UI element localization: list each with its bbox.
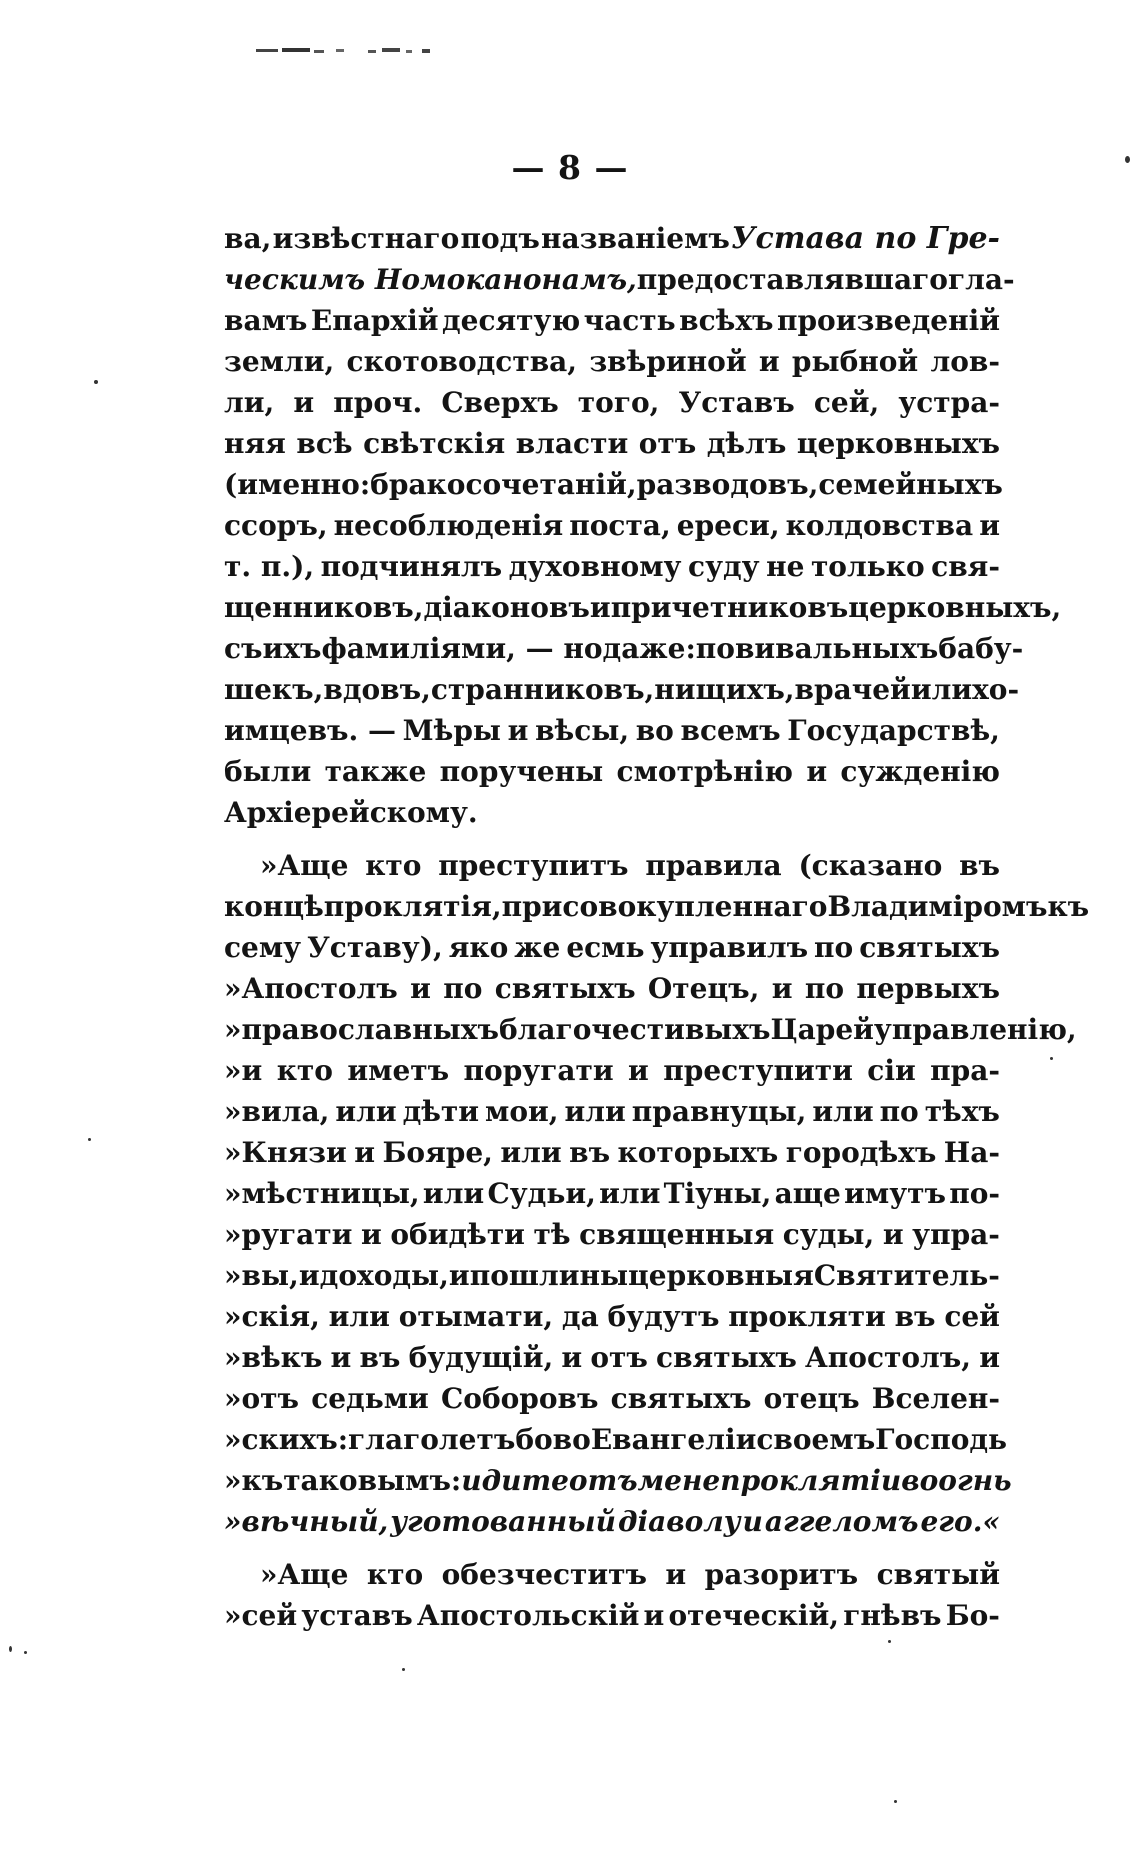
word: діаконовъ [423, 591, 590, 624]
word: и [410, 972, 431, 1005]
word: Апостолъ, [804, 1341, 972, 1374]
word: Владиміромъ [827, 890, 1048, 923]
word: »скихъ: [224, 1423, 349, 1456]
text-line [224, 1132, 1000, 1173]
word: свя- [931, 550, 1000, 583]
word: кто [365, 849, 422, 882]
word: только [810, 550, 925, 583]
word: или [422, 1177, 485, 1210]
word: концѣ [224, 890, 324, 923]
word: священныя [579, 1218, 775, 1251]
text-line [224, 1378, 1000, 1419]
word: тѣхъ [924, 1095, 1000, 1128]
word: устра- [898, 386, 1000, 419]
word: поручены [439, 755, 604, 788]
text-line [224, 628, 1024, 669]
word: часть [583, 304, 676, 337]
word: семейныхъ [818, 468, 1003, 501]
word: »вы, [224, 1259, 299, 1292]
word: Судьи, [487, 1177, 596, 1210]
word: доходы, [319, 1259, 449, 1292]
word: въ [959, 849, 1000, 882]
word: и [507, 714, 529, 747]
word: Устава по Гре- [731, 221, 1000, 256]
word: въ [569, 1136, 611, 1169]
word: діаволу [617, 1505, 741, 1538]
word: обезчеститъ [441, 1558, 647, 1591]
word: къ [1047, 890, 1090, 923]
text-line [224, 845, 1000, 886]
word: по [814, 931, 854, 964]
word: по [879, 1095, 919, 1128]
scan-speck [894, 1800, 897, 1803]
text-line [224, 886, 1090, 927]
word: ссоръ, [224, 509, 328, 542]
text-line [224, 1255, 1000, 1296]
word: во [552, 1423, 591, 1456]
word: духовному [508, 550, 682, 583]
word: гла- [947, 263, 1015, 296]
word: отеческій, [668, 1599, 840, 1632]
word: ва, [224, 222, 272, 255]
word: »Аще [260, 1558, 349, 1591]
word: своемъ [756, 1423, 876, 1456]
word: и [354, 1136, 376, 1169]
word: и [882, 1218, 904, 1251]
word: лов- [930, 345, 1000, 378]
word: ческимъ Номоканонамъ, [224, 263, 637, 296]
word: ли, [224, 386, 275, 419]
text-line [224, 1554, 1000, 1595]
word: того, [577, 386, 660, 419]
word: вамъ [224, 304, 308, 337]
word: управилъ [650, 931, 809, 964]
scan-speck [1125, 156, 1130, 163]
word: поста, [569, 509, 671, 542]
word: Апостольскій [416, 1599, 640, 1632]
word: нищихъ, [654, 673, 795, 706]
word: »вѣкъ [224, 1341, 323, 1374]
word: ихъ [262, 632, 322, 665]
word: обидѣти [390, 1218, 525, 1251]
text-line [224, 1501, 1000, 1542]
word: Вселен- [871, 1382, 1000, 1415]
word: управленію, [873, 1013, 1077, 1046]
word: есмь [566, 931, 645, 964]
word: прокляти [728, 1300, 886, 1333]
word: и [979, 509, 1000, 542]
word: церковныхъ, [848, 591, 1062, 624]
word: были [224, 755, 312, 788]
word: и [330, 1341, 352, 1374]
word: дѣти [402, 1095, 480, 1128]
word: и [771, 972, 793, 1005]
word: Господь [875, 1423, 1008, 1456]
word: Бо- [945, 1599, 1000, 1632]
word: Святитель- [813, 1259, 1000, 1292]
word: »вила, [224, 1095, 330, 1128]
word: преступити [663, 1054, 853, 1087]
word: по [804, 972, 844, 1005]
word: колдовства [785, 509, 974, 542]
word: даже: [602, 632, 696, 665]
text-line [224, 1009, 1077, 1050]
text-line [224, 382, 1000, 423]
word: т. п.), [224, 550, 315, 583]
word: фамиліями, — но [321, 632, 603, 665]
word: и [448, 1259, 470, 1292]
word: преступитъ [438, 849, 629, 882]
scan-speck [24, 1651, 27, 1654]
word: »православныхъ [224, 1013, 499, 1046]
word: поругати [463, 1054, 614, 1087]
word: скотоводства, [346, 345, 578, 378]
word: названіемъ [541, 222, 730, 255]
word: иметъ [347, 1054, 450, 1087]
word: На- [943, 1136, 1000, 1169]
word: подчинялъ [320, 550, 503, 583]
word: съ [224, 632, 263, 665]
word: свѣтскія [363, 427, 506, 460]
word: аще [774, 1177, 841, 1210]
text-line [224, 218, 1000, 259]
word: извѣстнаго [272, 222, 460, 255]
word: будущій, [408, 1341, 554, 1374]
word: святыхъ [859, 931, 1000, 964]
text-line [224, 423, 1000, 464]
word: подъ [460, 222, 540, 255]
text-line [224, 464, 1003, 505]
word: во [901, 1464, 939, 1497]
word: Государствѣ, [787, 714, 1000, 747]
word: присовокупленнаго [501, 890, 828, 923]
word: святый [876, 1558, 1000, 1591]
word: десятую [441, 304, 581, 337]
word: Архіерейскому. [224, 796, 478, 829]
word: мои, [485, 1095, 559, 1128]
word: причетниковъ [610, 591, 849, 624]
word: отъ [638, 427, 697, 460]
word: суду [688, 550, 760, 583]
word: отымати, [398, 1300, 554, 1333]
word: странниковъ, [430, 673, 655, 706]
text-line [224, 792, 1000, 833]
word: яко [448, 931, 509, 964]
word: уготованный [390, 1505, 616, 1538]
word: во [635, 714, 674, 747]
text-line [224, 710, 1000, 751]
paragraph-gap [224, 1542, 1000, 1554]
word: смотрѣнію [616, 755, 794, 788]
word: проклятіи [720, 1464, 902, 1497]
word: городѣхъ [785, 1136, 937, 1169]
word: пошлины [469, 1259, 629, 1292]
word: проклятія, [323, 890, 502, 923]
word: или [328, 1300, 390, 1333]
word: благочестивыхъ [498, 1013, 771, 1046]
word: произведеній [776, 304, 1000, 337]
word: предоставлявшаго [636, 263, 948, 296]
word: Тіуны, [663, 1177, 772, 1210]
word: въ [894, 1300, 936, 1333]
text-line [224, 1091, 1000, 1132]
word: власти [515, 427, 629, 460]
paragraph-gap [224, 833, 1000, 845]
text-line [224, 1214, 1000, 1255]
word: огнь [938, 1464, 1012, 1497]
word: лихо- [931, 673, 1020, 706]
text-line [224, 1173, 1000, 1214]
word: »Апостолъ [224, 972, 398, 1005]
word: гнѣвъ [843, 1599, 942, 1632]
word: »вѣчный, [224, 1505, 389, 1538]
word: Сверхъ [441, 386, 559, 419]
word: »Князи [224, 1136, 347, 1169]
word: церковныя [628, 1259, 814, 1292]
word: няя [224, 427, 286, 460]
scan-speck [9, 1646, 12, 1652]
word: Бояре, [382, 1136, 493, 1169]
word: земли, [224, 345, 335, 378]
text-line [224, 1337, 1000, 1378]
word: седьми [311, 1382, 429, 1415]
word: отъ [568, 1464, 638, 1497]
word: и [643, 1599, 665, 1632]
word: рыбной [791, 345, 919, 378]
word: и [628, 1054, 649, 1087]
word: и [758, 345, 780, 378]
word: Отецъ, [647, 972, 760, 1005]
word: всѣхъ [679, 304, 774, 337]
word: святыхъ [494, 972, 636, 1005]
text-line [224, 1296, 1000, 1337]
word: и [979, 1341, 1000, 1374]
word: отецъ [763, 1382, 860, 1415]
word: разводовъ, [636, 468, 819, 501]
body-text [224, 218, 1090, 1636]
word: бо [515, 1423, 553, 1456]
word: правила [645, 849, 782, 882]
word: врачей [794, 673, 911, 706]
word: и [293, 386, 315, 419]
text-line [224, 1595, 1000, 1636]
word: разоритъ [704, 1558, 859, 1591]
word: сужденію [840, 755, 1000, 788]
word: сей [944, 1300, 1000, 1333]
word: святыхъ [656, 1341, 797, 1374]
word: »сей [224, 1599, 298, 1632]
word: повивальныхъ [695, 632, 939, 665]
word: Мѣры [402, 714, 501, 747]
word: или [564, 1095, 626, 1128]
word: въ [359, 1341, 401, 1374]
word: по [443, 972, 483, 1005]
word: суды, [782, 1218, 875, 1251]
word: его.« [920, 1505, 1000, 1538]
word: бракосочетаній, [370, 468, 637, 501]
word: сему [224, 931, 302, 964]
text-line [224, 505, 1000, 546]
word: кто [276, 1054, 333, 1087]
word: и [589, 591, 611, 624]
word: »отъ [224, 1382, 300, 1415]
word: Уставу), [307, 931, 443, 964]
word: и [361, 1218, 382, 1251]
word: Евангеліи [590, 1423, 757, 1456]
word: или [599, 1177, 661, 1210]
word: глаголетъ [348, 1423, 516, 1456]
scan-speck [88, 1138, 91, 1141]
word: шекъ, [224, 673, 324, 706]
word: таковымъ: [283, 1464, 462, 1497]
word: церковныхъ [796, 427, 1000, 460]
scan-speck [1050, 1057, 1053, 1060]
word: святыхъ [610, 1382, 752, 1415]
word: или [500, 1136, 562, 1169]
word: и [910, 673, 932, 706]
word: щенниковъ, [224, 591, 424, 624]
word: тѣ [533, 1218, 571, 1251]
text-line [224, 927, 1000, 968]
word: ереси, [676, 509, 780, 542]
word: также [324, 755, 427, 788]
word: по- [949, 1177, 1000, 1210]
word: Уставъ [678, 386, 795, 419]
word: и [806, 755, 828, 788]
scan-speck [402, 1668, 405, 1671]
word: бабу- [938, 632, 1024, 665]
word: »скія, [224, 1300, 320, 1333]
word: (именно: [224, 468, 371, 501]
scan-smudge [256, 44, 466, 58]
word: будутъ [607, 1300, 720, 1333]
text-line [224, 546, 1000, 587]
word: имутъ [844, 1177, 946, 1210]
word: и [561, 1341, 583, 1374]
word: »мѣстницы, [224, 1177, 420, 1210]
word: не [766, 550, 805, 583]
word: сей, [813, 386, 880, 419]
text-line [224, 341, 1000, 382]
word: (сказано [798, 849, 943, 882]
word: вдовъ, [323, 673, 431, 706]
word: мене [637, 1464, 721, 1497]
word: всѣ [296, 427, 353, 460]
word: упра- [912, 1218, 1000, 1251]
text-line [224, 751, 1000, 792]
word: Епархій [310, 304, 439, 337]
word: и [298, 1259, 320, 1292]
text-line [224, 587, 1062, 628]
text-line [224, 1419, 1008, 1460]
scan-speck [888, 1640, 891, 1643]
text-line [224, 1050, 1000, 1091]
word: которыхъ [617, 1136, 779, 1169]
word: всемъ [680, 714, 781, 747]
word: уставъ [301, 1599, 413, 1632]
word: »ругати [224, 1218, 353, 1251]
word: аггеломъ [764, 1505, 919, 1538]
text-line [224, 1460, 1012, 1501]
word: и [665, 1558, 687, 1591]
word: »и [224, 1054, 263, 1087]
scan-speck [94, 380, 98, 384]
word: кто [366, 1558, 424, 1591]
word: отъ [590, 1341, 648, 1374]
page-number: — 8 — [511, 148, 629, 187]
word: сіи [867, 1054, 916, 1087]
word: дѣлъ [706, 427, 787, 460]
word: да [561, 1300, 599, 1333]
word: и [742, 1505, 763, 1538]
word: или [335, 1095, 397, 1128]
word: же [514, 931, 561, 964]
text-line [224, 259, 1015, 300]
word: первыхъ [856, 972, 1000, 1005]
word: несоблюденія [333, 509, 564, 542]
text-line [224, 300, 1000, 341]
word: или [812, 1095, 874, 1128]
word: имцевъ. — [224, 714, 397, 747]
word: вѣсы, [535, 714, 630, 747]
text-line [224, 968, 1000, 1009]
word: звѣриной [589, 345, 747, 378]
word: пра- [930, 1054, 1000, 1087]
word: идите [461, 1464, 569, 1497]
word: проч. [333, 386, 423, 419]
word: »къ [224, 1464, 284, 1497]
word: правнуцы, [631, 1095, 807, 1128]
word: Соборовъ [440, 1382, 599, 1415]
word: »Аще [260, 849, 349, 882]
word: Царей [770, 1013, 874, 1046]
text-line [224, 669, 1020, 710]
